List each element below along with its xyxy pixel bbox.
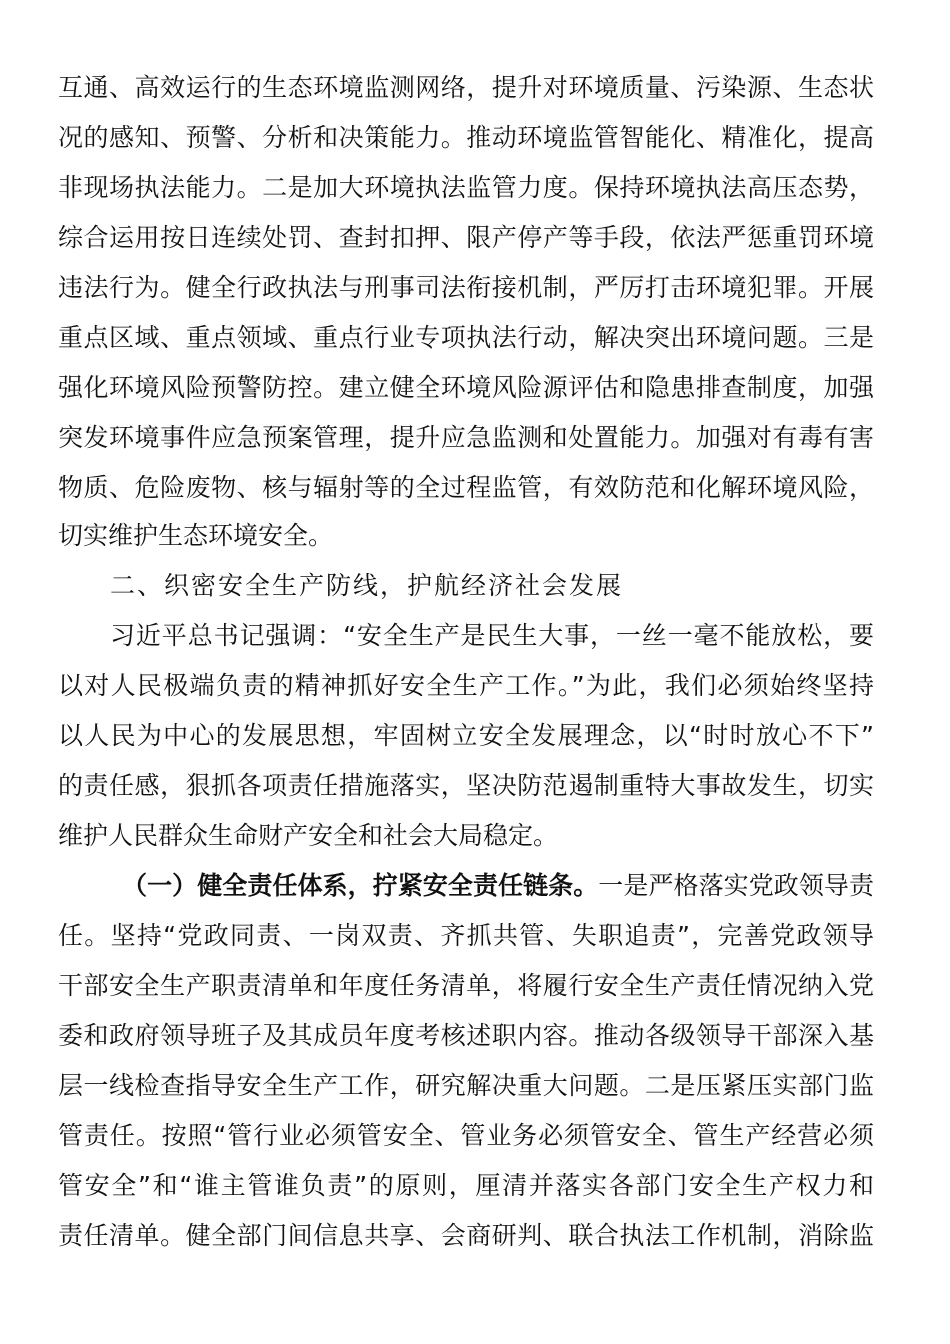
text-line: 以对人民极端负责的精神抓好安全生产工作。”为此，我们必须始终坚持 [58, 671, 874, 700]
text-line: 重点区域、重点领域、重点行业专项执法行动，解决突出环境问题。三是 [58, 323, 874, 352]
subsection-first-line [122, 866, 874, 906]
text-line: 层一线检查指导安全生产工作，研究解决重大问题。二是压紧压实部门监 [58, 1071, 874, 1100]
text-line: 以人民为中心的发展思想，牢固树立安全发展理念，以“时时放心不下” [58, 721, 874, 750]
text-line: 管责任。按照“管行业必须管安全、管业务必须管安全、管生产经营必须 [58, 1121, 874, 1150]
text-line: 管安全”和“谁主管谁负责”的原则，厘清并落实各部门安全生产权力和 [58, 1171, 874, 1200]
text-line: 干部安全生产职责清单和年度任务清单，将履行安全生产责任情况纳入党 [58, 971, 874, 1000]
text-line: 非现场执法能力。二是加大环境执法监管力度。保持环境执法高压态势， [58, 173, 874, 202]
text-span: 一是严格落实党政领导责 [598, 871, 874, 900]
text-line: 突发环境事件应急预案管理，提升应急监测和处置能力。加强对有毒有害 [58, 423, 874, 452]
text-line: 违法行为。健全行政执法与刑事司法衔接机制，严厉打击环境犯罪。开展 [58, 273, 874, 302]
text-line: 强化环境风险预警防控。建立健全环境风险源评估和隐患排查制度，加强 [58, 373, 874, 402]
text-line: 责任清单。健全部门间信息共享、会商研判、联合执法工作机制，消除监 [58, 1221, 874, 1250]
text-line: 的责任感，狠抓各项责任措施落实，坚决防范遏制重特大事故发生，切实 [58, 771, 874, 800]
text-line: 况的感知、预警、分析和决策能力。推动环境监管智能化、精准化，提高 [58, 123, 874, 152]
text-line: 互通、高效运行的生态环境监测网络，提升对环境质量、污染源、生态状 [58, 73, 874, 102]
section-heading: 二、织密安全生产防线，护航经济社会发展 [110, 571, 624, 600]
subsection-title: （一）健全责任体系，拧紧安全责任链条。 [122, 871, 599, 900]
text-line: 综合运用按日连续处罚、查封扣押、限产停产等手段，依法严惩重罚环境 [58, 223, 874, 252]
text-line: 任。坚持“党政同责、一岗双责、齐抓共管、失职追责”，完善党政领导 [58, 921, 874, 950]
text-line: 切实维护生态环境安全。 [58, 521, 334, 550]
text-line: 委和政府领导班子及其成员年度考核述职内容。推动各级领导干部深入基 [58, 1021, 874, 1050]
text-line: 维护人民群众生命财产安全和社会大局稳定。 [58, 821, 559, 850]
text-line: 习近平总书记强调：“安全生产是民生大事，一丝一毫不能放松，要 [110, 621, 874, 650]
text-line: 物质、危险废物、核与辐射等的全过程监管，有效防范和化解环境风险， [58, 473, 874, 502]
